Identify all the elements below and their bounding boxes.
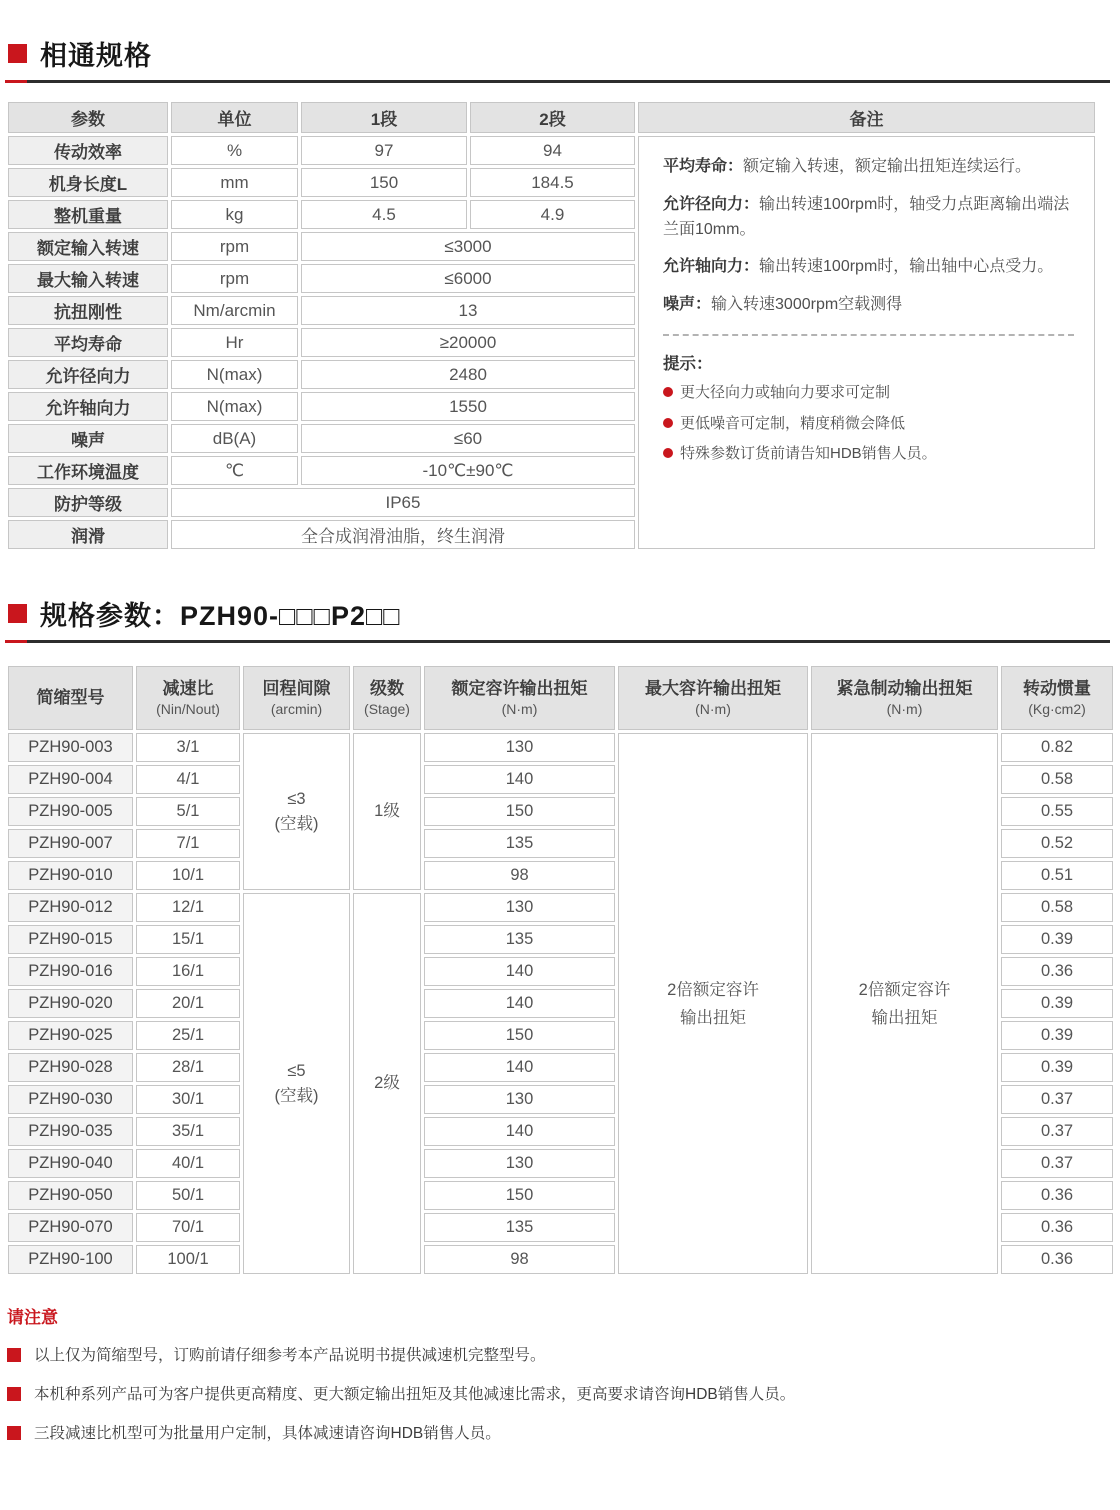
torque-cell: 150 [424, 1021, 615, 1050]
note-item [7, 1423, 1110, 1445]
value-span-cell: -10℃±90℃ [301, 456, 635, 485]
value-span-cell: ≤3000 [301, 232, 635, 261]
ratio-cell: 35/1 [136, 1117, 240, 1146]
inertia-cell: 0.37 [1001, 1085, 1113, 1114]
torque-cell: 140 [424, 1053, 615, 1082]
param-label: 整机重量 [8, 200, 168, 229]
remark-paragraph [663, 155, 1074, 180]
param-label: 防护等级 [8, 488, 168, 517]
inertia-cell: 0.39 [1001, 1053, 1113, 1082]
inertia-cell: 0.58 [1001, 893, 1113, 922]
stage-group-cell: 1级 [353, 733, 421, 890]
model-cell: PZH90-016 [8, 957, 133, 986]
ratio-cell: 15/1 [136, 925, 240, 954]
torque-cell: 150 [424, 1181, 615, 1210]
stage1-cell: 150 [301, 168, 467, 197]
note-item [7, 1384, 1110, 1406]
model-cell: PZH90-003 [8, 733, 133, 762]
model-cell: PZH90-010 [8, 861, 133, 890]
note-text: 三段减速比机型可为批量用户定制，具体减速请咨询HDB销售人员。 [34, 1424, 501, 1442]
param-label: 允许轴向力 [8, 392, 168, 421]
stage2-cell: 184.5 [470, 168, 635, 197]
inertia-cell: 0.36 [1001, 1213, 1113, 1242]
remark-paragraph [663, 255, 1074, 280]
value-span-cell: ≤6000 [301, 264, 635, 293]
param-label: 噪声 [8, 424, 168, 453]
ratio-cell: 4/1 [136, 765, 240, 794]
model-cell: PZH90-030 [8, 1085, 133, 1114]
torque-cell: 130 [424, 733, 615, 762]
tip-item [663, 443, 1074, 465]
tip-item [663, 413, 1074, 435]
tip-item [663, 382, 1074, 404]
torque-cell: 130 [424, 1085, 615, 1114]
bullet-dot-icon [663, 448, 673, 458]
tip-text: 更低噪音可定制，精度稍微会降低 [680, 414, 906, 432]
stage-group-cell: 2级 [353, 893, 421, 1274]
remark-text: 额定输入转速，额定输出扭矩连续运行。 [743, 158, 1032, 175]
section1-title: 相通规格 [40, 41, 152, 71]
backlash-group-cell: ≤3 (空载) [243, 733, 350, 890]
header-brake-torque: 紧急制动输出扭矩 (N·m) [811, 666, 998, 730]
common-specs-table [5, 99, 1098, 552]
torque-cell: 98 [424, 1245, 615, 1274]
section2-title-text: 规格参数： [40, 601, 180, 631]
model-cell: PZH90-028 [8, 1053, 133, 1082]
param-label: 最大输入转速 [8, 264, 168, 293]
backlash-group-cell: ≤5 (空载) [243, 893, 350, 1274]
unit-cell: N(max) [171, 360, 298, 389]
torque-cell: 130 [424, 1149, 615, 1178]
unit-cell: mm [171, 168, 298, 197]
param-label: 机身长度L [8, 168, 168, 197]
value-span-cell: ≥20000 [301, 328, 635, 357]
torque-cell: 150 [424, 797, 615, 826]
header-ratio: 减速比 (Nin/Nout) [136, 666, 240, 730]
header-rated-torque: 额定容许输出扭矩 (N·m) [424, 666, 615, 730]
section1-header [5, 34, 1110, 73]
model-cell: PZH90-007 [8, 829, 133, 858]
section2-header [5, 594, 1110, 633]
inertia-cell: 0.36 [1001, 957, 1113, 986]
unit-cell: % [171, 136, 298, 165]
section2-title [40, 594, 401, 633]
remark-cell [638, 136, 1095, 549]
ratio-cell: 25/1 [136, 1021, 240, 1050]
notes-section [5, 1303, 1110, 1444]
table-row [8, 733, 1113, 762]
model-cell: PZH90-070 [8, 1213, 133, 1242]
header-stage: 级数 (Stage) [353, 666, 421, 730]
model-cell: PZH90-050 [8, 1181, 133, 1210]
ratio-cell: 28/1 [136, 1053, 240, 1082]
torque-cell: 135 [424, 1213, 615, 1242]
model-cell: PZH90-100 [8, 1245, 133, 1274]
param-label: 额定输入转速 [8, 232, 168, 261]
inertia-cell: 0.39 [1001, 989, 1113, 1018]
red-square-icon [8, 44, 27, 63]
section2-rule [5, 640, 1110, 643]
model-cell: PZH90-025 [8, 1021, 133, 1050]
inertia-cell: 0.51 [1001, 861, 1113, 890]
inertia-cell: 0.37 [1001, 1117, 1113, 1146]
param-label: 允许径向力 [8, 360, 168, 389]
unit-cell: dB(A) [171, 424, 298, 453]
bullet-dot-icon [663, 418, 673, 428]
model-cell: PZH90-040 [8, 1149, 133, 1178]
note-text: 本机种系列产品可为客户提供更高精度、更大额定输出扭矩及其他减速比需求，更高要求请咨询HDB销售人员。 [34, 1385, 796, 1403]
red-square-icon [8, 604, 27, 623]
note-text: 以上仅为简缩型号，订购前请仔细参考本产品说明书提供减速机完整型号。 [34, 1347, 546, 1365]
remark-label: 噪声： [663, 296, 712, 314]
remark-text: 输入转速3000rpm空载测得 [711, 296, 903, 314]
torque-cell: 140 [424, 765, 615, 794]
stage2-cell: 4.9 [470, 200, 635, 229]
ratio-cell: 3/1 [136, 733, 240, 762]
header-stage1: 1段 [301, 102, 467, 133]
ratio-cell: 7/1 [136, 829, 240, 858]
ratio-cell: 70/1 [136, 1213, 240, 1242]
spec-params-table [5, 663, 1116, 1277]
unit-cell: ℃ [171, 456, 298, 485]
stage2-cell: 94 [470, 136, 635, 165]
tips-title: 提示： [663, 354, 713, 373]
value-span-cell: 2480 [301, 360, 635, 389]
unit-cell: Hr [171, 328, 298, 357]
inertia-cell: 0.52 [1001, 829, 1113, 858]
table-header-row [8, 666, 1113, 730]
stage1-cell: 4.5 [301, 200, 467, 229]
model-cell: PZH90-012 [8, 893, 133, 922]
stage1-cell: 97 [301, 136, 467, 165]
inertia-cell: 0.39 [1001, 1021, 1113, 1050]
inertia-cell: 0.36 [1001, 1245, 1113, 1274]
remark-paragraph [663, 293, 1074, 318]
param-label: 传动效率 [8, 136, 168, 165]
model-cell: PZH90-020 [8, 989, 133, 1018]
param-label: 平均寿命 [8, 328, 168, 357]
ratio-cell: 50/1 [136, 1181, 240, 1210]
tip-text: 更大径向力或轴向力要求可定制 [680, 383, 891, 401]
ratio-cell: 100/1 [136, 1245, 240, 1274]
ratio-cell: 16/1 [136, 957, 240, 986]
inertia-cell: 0.58 [1001, 765, 1113, 794]
torque-cell: 135 [424, 925, 615, 954]
section-common-specs [5, 34, 1110, 552]
torque-cell: 140 [424, 957, 615, 986]
remark-text: 输出转速100rpm时，轴受力点距离输出端法兰面10mm。 [663, 195, 1070, 238]
remark-paragraph [663, 193, 1074, 243]
value-fullspan-cell: IP65 [171, 488, 635, 517]
torque-cell: 98 [424, 861, 615, 890]
value-span-cell: 13 [301, 296, 635, 325]
model-cell: PZH90-015 [8, 925, 133, 954]
model-code: PZH90-□□□P2□□ [180, 601, 401, 631]
unit-cell: N(max) [171, 392, 298, 421]
inertia-cell: 0.37 [1001, 1149, 1113, 1178]
red-square-bullet-icon [7, 1387, 21, 1401]
remark-text: 输出转速100rpm时，输出轴中心点受力。 [759, 258, 1054, 276]
model-cell: PZH90-005 [8, 797, 133, 826]
dashed-divider [663, 334, 1074, 336]
header-param: 参数 [8, 102, 168, 133]
torque-cell: 140 [424, 1117, 615, 1146]
value-span-cell: ≤60 [301, 424, 635, 453]
unit-cell: rpm [171, 264, 298, 293]
inertia-cell: 0.39 [1001, 925, 1113, 954]
inertia-cell: 0.82 [1001, 733, 1113, 762]
section-spec-params [5, 594, 1110, 1277]
param-label: 抗扭刚性 [8, 296, 168, 325]
ratio-cell: 30/1 [136, 1085, 240, 1114]
red-square-bullet-icon [7, 1348, 21, 1362]
ratio-cell: 40/1 [136, 1149, 240, 1178]
section1-rule [5, 80, 1110, 83]
remark-label: 平均寿命： [663, 158, 744, 175]
ratio-cell: 5/1 [136, 797, 240, 826]
header-inertia: 转动惯量 (Kg·cm2) [1001, 666, 1113, 730]
header-model: 简缩型号 [8, 666, 133, 730]
param-label: 工作环境温度 [8, 456, 168, 485]
red-square-bullet-icon [7, 1426, 21, 1440]
remark-label: 允许轴向力： [663, 258, 760, 276]
torque-cell: 135 [424, 829, 615, 858]
torque-cell: 130 [424, 893, 615, 922]
value-span-cell: 1550 [301, 392, 635, 421]
unit-cell: Nm/arcmin [171, 296, 298, 325]
torque-cell: 140 [424, 989, 615, 1018]
bullet-dot-icon [663, 387, 673, 397]
remark-label: 允许径向力： [663, 195, 760, 213]
model-cell: PZH90-004 [8, 765, 133, 794]
ratio-cell: 10/1 [136, 861, 240, 890]
inertia-cell: 0.55 [1001, 797, 1113, 826]
header-remark: 备注 [638, 102, 1095, 133]
param-label: 润滑 [8, 520, 168, 549]
header-stage2: 2段 [470, 102, 635, 133]
unit-cell: kg [171, 200, 298, 229]
unit-cell: rpm [171, 232, 298, 261]
header-max-torque: 最大容许输出扭矩 (N·m) [618, 666, 808, 730]
max-torque-span-cell: 2倍额定容许 输出扭矩 [618, 733, 808, 1274]
notes-title: 请注意 [7, 1308, 58, 1328]
table-header-row [8, 102, 1095, 133]
brake-torque-span-cell: 2倍额定容许 输出扭矩 [811, 733, 998, 1274]
value-fullspan-cell: 全合成润滑油脂，终生润滑 [171, 520, 635, 549]
note-item [7, 1345, 1110, 1367]
tip-text: 特殊参数订货前请告知HDB销售人员。 [680, 445, 937, 463]
model-cell: PZH90-035 [8, 1117, 133, 1146]
inertia-cell: 0.36 [1001, 1181, 1113, 1210]
header-unit: 单位 [171, 102, 298, 133]
header-backlash: 回程间隙 (arcmin) [243, 666, 350, 730]
ratio-cell: 12/1 [136, 893, 240, 922]
table-row [8, 136, 1095, 165]
ratio-cell: 20/1 [136, 989, 240, 1018]
